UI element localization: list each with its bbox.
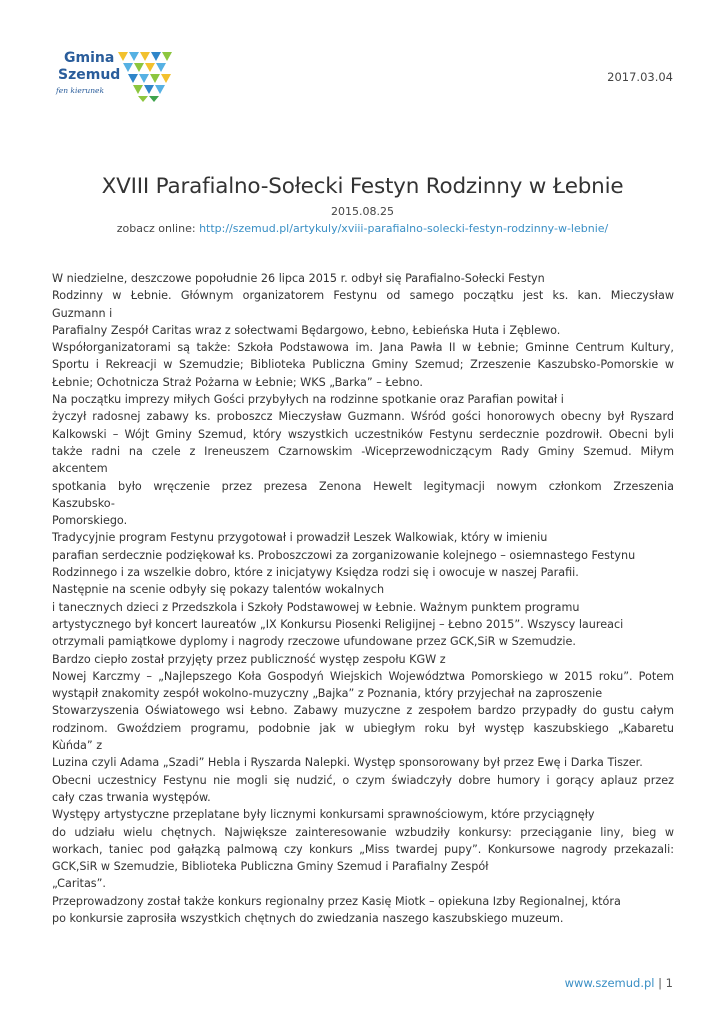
body-line: Następnie na scenie odbyły się pokazy talentów wokalnych bbox=[52, 583, 385, 597]
body-line: otrzymali pamiątkowe dyplomy i nagrody rzeczowe ufundowane przez GCK,SiR w Szemudzie. bbox=[52, 635, 576, 649]
body-line: Tradycyjnie program Festynu przygotował i prowadził Leszek Walkowiak, który w imieniu bbox=[52, 531, 548, 545]
body-line: Współorganizatorami są także: Szkoła Podstawowa im. Jana Pawła II w Łebnie; Gminne Centrum Kultury, bbox=[52, 341, 674, 355]
body-line: Kalkowski – Wójt Gminy Szemud, który wszystkich uczestników Festynu serdecznie pozdrowił. Obecni byli bbox=[52, 427, 674, 441]
body-line: GCK,SiR w Szemudzie, Biblioteka Publiczna Gminy Szemud i Parafialny Zespół bbox=[52, 860, 489, 874]
article-body bbox=[52, 270, 674, 927]
body-line: Łebnie; Ochotnicza Straż Pożarna w Łebnie; WKS „Barka” – Łebno. bbox=[52, 375, 423, 389]
body-line: Pomorskiego. bbox=[52, 514, 128, 528]
article-title: XVIII Parafialno-Sołecki Festyn Rodzinny w Łebnie bbox=[101, 174, 624, 199]
footer-site-link[interactable]: www.szemud.pl bbox=[564, 976, 655, 990]
body-line: Parafialny Zespół Caritas wraz z sołectwami Będargowo, Łebno, Łebieńska Huta i Zęblewo. bbox=[52, 323, 561, 337]
header-date: 2017.03.04 bbox=[607, 70, 673, 84]
body-line: Sportu i Rekreacji w Szemudzie; Biblioteka Publiczna Gminy Szemud; Zrzeszenie Kaszubsko-Pomorskie w bbox=[52, 358, 674, 372]
body-line: także radni na czele z Ireneuszem Czarnowskim -Wiceprzewodniczącym Rady Gminy Szemud. Miłym bbox=[52, 444, 674, 458]
body-line: Rodzinnego i za wszelkie dobro, które z inicjatywy Księdza rodzi się i owocuje w naszej Parafii. bbox=[52, 566, 579, 580]
body-line: Obecni uczestnicy Festynu nie mogli się nudzić, o czym świadczyły dobre humory i gorący aplauz przez bbox=[52, 773, 674, 787]
body-line: akcentem bbox=[52, 462, 108, 476]
body-line: workach, taniec pod gałązką palmową czy konkurs „Miss twardej pupy”. Konkursowe nagrody przekazali: bbox=[52, 842, 674, 856]
logo-triangles-icon bbox=[118, 50, 174, 102]
body-line: wystąpił znakomity zespół wokolno-muzyczny „Bajka” z Poznania, który przyjechał na zaproszenie bbox=[52, 687, 603, 701]
page-number: 1 bbox=[665, 976, 673, 990]
body-line: parafian serdecznie podziękował ks. Proboszczowi za zorganizowanie kolejnego – osiemnastego Festynu bbox=[52, 548, 636, 562]
body-line: W niedzielne, deszczowe popołudnie 26 lipca 2015 r. odbył się Parafialno-Sołecki Festyn bbox=[52, 272, 545, 285]
online-label: zobacz online: bbox=[116, 222, 196, 235]
body-line: życzył radosnej zabawy ks. proboszcz Mieczysław Guzmann. Wśród gości honorowych obecny był Ryszard bbox=[52, 410, 674, 424]
body-line: Przeprowadzony został także konkurs regionalny przez Kasię Miotk – opiekuna Izby Regionalnej, która bbox=[52, 894, 621, 908]
body-line: Bardzo ciepło został przyjęty przez publiczność występ zespołu KGW z bbox=[52, 652, 446, 666]
logo-text-gmina: Gmina bbox=[64, 50, 115, 66]
footer-separator: | bbox=[658, 976, 663, 990]
body-line: Na początku imprezy miłych Gości przybyłych na rodzinne spotkanie oraz Parafian powitał i bbox=[52, 393, 564, 407]
body-line: Rodzinny w Łebnie. Głównym organizatorem Festynu od samego początku jest ks. kan. Mieczysław bbox=[52, 289, 674, 303]
body-line: po konkursie zaprosiła wszystkich chętnych do zwiedzania naszego kaszubskiego muzeum. bbox=[52, 911, 564, 925]
article-date: 2015.08.25 bbox=[331, 205, 394, 218]
body-line: Nowej Karczmy – „Najlepszego Koła Gospodyń Wiejskich Województwa Pomorskiego w 2015 roku”. Potem bbox=[52, 669, 674, 683]
body-line: Guzmann i bbox=[52, 306, 113, 320]
body-line: Luzina czyli Adama „Szadi” Hebla i Ryszarda Nalepki. Występ sponsorowany był przez Ewę i Darka Tiszer. bbox=[52, 756, 643, 770]
body-line: do udziału wielu chętnych. Największe zainteresowanie wzbudziły konkursy: przeciąganie liny, bieg w bbox=[52, 825, 674, 839]
body-line: Kùńda” z bbox=[52, 739, 103, 753]
body-line: Stowarzyszenia Oświatowego wsi Łebno. Zabawy muzyczne z zespołem bardzo przypadły do gustu całym bbox=[52, 704, 674, 718]
logo bbox=[52, 46, 182, 106]
footer bbox=[565, 976, 673, 990]
logo-tagline: fen kierunek bbox=[56, 86, 105, 95]
body-line: spotkania było wręczenie przez prezesa Zenona Hewelt legitymacji nowym członkom Zrzeszenia bbox=[52, 479, 674, 493]
body-line: cały czas trwania występów. bbox=[52, 790, 211, 804]
logo-text-szemud: Szemud bbox=[58, 67, 121, 83]
online-link[interactable]: http://szemud.pl/artykuly/xviii-parafialno-solecki-festyn-rodzinny-w-lebnie/ bbox=[199, 222, 609, 235]
body-line: „Caritas”. bbox=[52, 877, 106, 891]
body-line: Kaszubsko- bbox=[52, 496, 115, 510]
online-row bbox=[0, 222, 725, 235]
body-line: rodzinom. Gwoździem programu, podobnie jak w ubiegłym roku był występ kaszubskiego „Kabaretu bbox=[52, 721, 674, 735]
body-line: Występy artystyczne przeplatane były licznymi konkursami sprawnościowym, które przyciągnęły bbox=[52, 808, 595, 822]
body-line: i tanecznych dzieci z Przedszkola i Szkoły Podstawowej w Łebnie. Ważnym punktem programu bbox=[52, 600, 580, 614]
body-line: artystycznego był koncert laureatów „IX Konkursu Piosenki Religijnej – Łebno 2015”. Wszyscy laureaci bbox=[52, 617, 624, 631]
